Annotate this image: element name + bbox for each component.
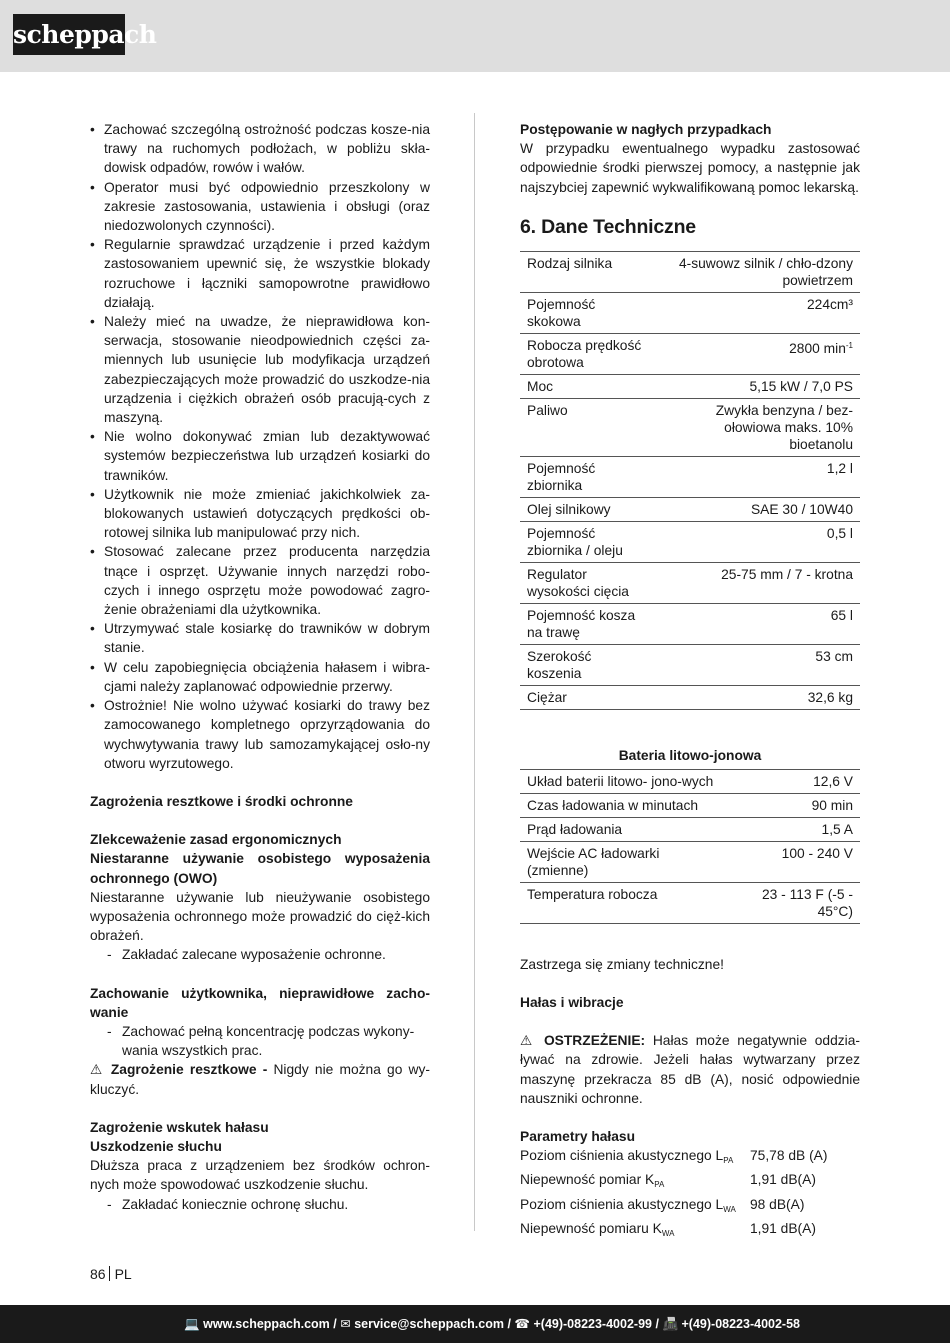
battery-table-title: Bateria litowo-jonowa bbox=[618, 747, 762, 763]
fax-number: +(49)-08223-4002-58 bbox=[681, 1317, 800, 1331]
computer-icon: 💻 bbox=[184, 1317, 200, 1331]
row-label: Prąd ładowania bbox=[520, 817, 723, 841]
row-label: Olej silnikowy bbox=[520, 497, 652, 521]
table-row bbox=[520, 456, 860, 497]
scheppach-logo: scheppach bbox=[13, 14, 125, 55]
table-row bbox=[520, 292, 860, 333]
email-link[interactable]: service@scheppach.com bbox=[354, 1317, 504, 1331]
behavior-heading: Zachowanie użytkownika, nieprawidłowe zacho-wanie bbox=[90, 985, 430, 1020]
warning-triangle-icon: ⚠ bbox=[90, 1062, 105, 1078]
safety-bullet: • Użytkownik nie może zmieniać jakichkolwiek za-blokowanych ustawień dotyczących prędkości ob-rotowej silnika lub manipulować przy nich. bbox=[90, 485, 430, 543]
safety-bullet-list bbox=[90, 120, 430, 773]
phone-number: +(49)-08223-4002-99 bbox=[533, 1317, 652, 1331]
row-value: Zwykła benzyna / bez-ołowiowa maks. 10% bioetanolu bbox=[652, 398, 860, 456]
row-label: Pojemność zbiornika bbox=[520, 456, 652, 497]
noise-vibration-heading: Hałas i wibracje bbox=[520, 995, 624, 1011]
ppe-text: Niestaranne używanie lub nieużywanie osobistego wyposażenia ochronnego może prowadzić do cięż-kich obrażeń. bbox=[90, 889, 430, 944]
header-bar bbox=[0, 0, 950, 72]
safety-bullet: • Utrzymywać stale kosiarkę do trawników w dobrym stanie. bbox=[90, 619, 430, 657]
table-row bbox=[520, 603, 860, 644]
column-divider bbox=[474, 113, 475, 1231]
safety-bullet: • Nie wolno dokonywać zmian lub dezaktywować systemów bezpieczeństwa lub urządzeń kosiarki do trawników. bbox=[90, 427, 430, 485]
row-value: 2800 $\min^{-1}$ bbox=[652, 333, 860, 374]
row-value: 32,6 kg bbox=[652, 685, 860, 709]
row-value: 25-75 mm / 7 - krotna bbox=[652, 562, 860, 603]
noise-param-row: Niepewność pomiaru $K_{WA}$ 1,91 dB(A) bbox=[520, 1220, 816, 1238]
noise-hazard-heading: Zagrożenie wskutek hałasu bbox=[90, 1119, 269, 1135]
row-label: Wejście AC ładowarki (zmienne) bbox=[520, 841, 723, 882]
row-value: 5,15 kW / 7,0 PS bbox=[652, 374, 860, 398]
section-title: 6. Dane Techniczne bbox=[520, 215, 696, 238]
ppe-heading: Niestaranne używanie osobistego wyposażenia ochronnego (OWO) bbox=[90, 851, 430, 886]
safety-bullet: • Stosować zalecane przez producenta narzędzia tnące i osprzęt. Używanie innych narzędzi robo-czych i innego osprzętu może powodować zagro-żenie obrażeniami dla użytkownika. bbox=[90, 542, 430, 619]
row-label: Pojemność skokowa bbox=[520, 292, 652, 333]
behavior-instruction: - Zachować pełną koncentrację podczas wykony-wania wszystkich prac. bbox=[107, 1023, 415, 1059]
safety-bullet: • Ostrożnie! Nie wolno używać kosiarki do trawy bez zamocowanego kompletnego oprzyrządowania do wychwytywania trawy lub samozamykającej osło-ny otworu wyrzutowego. bbox=[90, 696, 430, 773]
page-number: 86 PL bbox=[90, 1266, 132, 1282]
row-label: Czas ładowania w minutach bbox=[520, 793, 723, 817]
row-label: Moc bbox=[520, 374, 652, 398]
emergency-heading: Postępowanie w nagłych przypadkach bbox=[520, 122, 772, 137]
table-row bbox=[520, 685, 860, 709]
noise-warning: ⚠ OSTRZEŻENIE: Hałas może negatywnie oddzia-ływać na zdrowie. Jeżeli hałas wytwarzany przez maszynę przekracza 85 dB (A), nosić odpowiednie nauszniki ochronne. bbox=[520, 1033, 860, 1106]
table-row bbox=[520, 817, 860, 841]
row-value: 0,5 l bbox=[652, 521, 860, 562]
row-label: Szerokość koszenia bbox=[520, 644, 652, 685]
table-row bbox=[520, 841, 860, 882]
table-row bbox=[520, 562, 860, 603]
row-value: 100 - 240 V bbox=[723, 841, 860, 882]
table-row bbox=[520, 497, 860, 521]
row-label: Układ baterii litowo- jono-wych bbox=[520, 769, 723, 793]
row-label: Pojemność kosza na trawę bbox=[520, 603, 652, 644]
row-value: 1,2 l bbox=[652, 456, 860, 497]
row-value: 224cm³ bbox=[652, 292, 860, 333]
warning-triangle-icon: ⚠ bbox=[520, 1033, 537, 1049]
row-label: Robocza prędkość obrotowa bbox=[520, 333, 652, 374]
website-link[interactable]: www.scheppach.com bbox=[203, 1317, 330, 1331]
row-value: 1,5 A bbox=[723, 817, 860, 841]
table-row bbox=[520, 521, 860, 562]
table-row bbox=[520, 882, 860, 923]
mail-icon: ✉ bbox=[340, 1317, 351, 1331]
row-label: Regulator wysokości cięcia bbox=[520, 562, 652, 603]
row-value: 90 min bbox=[723, 793, 860, 817]
ergonomics-heading: Zlekceważenie zasad ergonomicznych bbox=[90, 832, 342, 848]
row-label: Rodzaj silnika bbox=[520, 251, 652, 292]
safety-bullet: • Zachować szczególną ostrożność podczas kosze-nia trawy na ruchomych podłożach, w pobliżu skła-dowisk odpadów, rowów i wałów. bbox=[90, 120, 430, 178]
table-row bbox=[520, 793, 860, 817]
table-row bbox=[520, 374, 860, 398]
safety-bullet: • Regularnie sprawdzać urządzenie i przed każdym zastosowaniem upewnić się, że wszystkie blokady rozruchowe i łączniki samopowrotne prawidłowo działają. bbox=[90, 235, 430, 312]
hearing-damage-heading: Uszkodzenie słuchu bbox=[90, 1138, 222, 1154]
noise-param-row: Poziom ciśnienia akustycznego $L_{PA}$ 75,78 dB (A) bbox=[520, 1148, 828, 1166]
residual-risks-heading: Zagrożenia resztkowe i środki ochronne bbox=[90, 793, 353, 809]
right-column bbox=[520, 120, 860, 1243]
phone-icon: ☎ bbox=[514, 1317, 530, 1331]
table-row bbox=[520, 398, 860, 456]
hearing-instruction: - Zakładać koniecznie ochronę słuchu. bbox=[107, 1196, 349, 1212]
noise-params-list bbox=[520, 1146, 860, 1243]
hearing-text: Dłuższa praca z urządzeniem bez środków ochron-nych może spowodować uszkodzenie słuchu. bbox=[90, 1158, 430, 1193]
emergency-text: W przypadku ewentualnego wypadku zastosować odpowiednie środki pierwszej pomocy, a następnie jak najszybciej zapewnić wykwalifikowaną pomoc lekarską. bbox=[520, 141, 860, 195]
table-row bbox=[520, 769, 860, 793]
table-row bbox=[520, 333, 860, 374]
row-value: 12,6 V bbox=[723, 769, 860, 793]
row-value: 23 - 113 F (-5 - 45°C) bbox=[723, 882, 860, 923]
row-label: Ciężar bbox=[520, 685, 652, 709]
contact-footer: 💻 www.scheppach.com / ✉ service@scheppach.com / ☎ +(49)-08223-4002-99 / 📠 +(49)-08223-4002-58 bbox=[0, 1305, 950, 1343]
technical-changes-note: Zastrzega się zmiany techniczne! bbox=[520, 956, 724, 972]
row-label: Temperatura robocza bbox=[520, 882, 723, 923]
left-column bbox=[90, 120, 430, 1214]
safety-bullet: • Operator musi być odpowiednio przeszkolony w zakresie zastosowania, ustawienia i obsługi (oraz niedozwolonych czynności). bbox=[90, 178, 430, 236]
technical-data-table bbox=[520, 251, 860, 710]
noise-params-heading: Parametry hałasu bbox=[520, 1129, 636, 1145]
table-row bbox=[520, 251, 860, 292]
fax-icon: 📠 bbox=[662, 1317, 679, 1331]
noise-param-row: Poziom ciśnienia akustycznego $L_{WA}$ 98 dB(A) bbox=[520, 1196, 805, 1214]
battery-data-table bbox=[520, 769, 860, 924]
row-value: 4-suwowz silnik / chło-dzony powietrzem bbox=[652, 251, 860, 292]
noise-param-row: Niepewność pomiar $K_{PA}$ 1,91 dB(A) bbox=[520, 1172, 816, 1190]
row-label: Pojemność zbiornika / oleju bbox=[520, 521, 652, 562]
safety-bullet: • W celu zapobiegnięcia obciążenia hałasem i wibra-cjami należy zaplanować odpowiednie przerwy. bbox=[90, 658, 430, 696]
row-value: 65 l bbox=[652, 603, 860, 644]
row-value: 53 cm bbox=[652, 644, 860, 685]
table-row bbox=[520, 644, 860, 685]
safety-bullet: • Należy mieć na uwadze, że nieprawidłowa kon-serwacja, stosowanie nieodpowiednich części za-miennych lub usunięcie lub modyfikacja urządzeń zabezpieczających może prowadzić do uszkodze-nia urządzenia i ciężkich obrażeń osób pracują-cych z maszyną. bbox=[90, 312, 430, 427]
residual-warning: ⚠ Zagrożenie resztkowe - Nigdy nie można go wy-kluczyć. bbox=[90, 1062, 430, 1097]
row-label: Paliwo bbox=[520, 398, 652, 456]
row-value: SAE 30 / 10W40 bbox=[652, 497, 860, 521]
ppe-instruction: - Zakładać zalecane wyposażenie ochronne. bbox=[107, 947, 386, 963]
